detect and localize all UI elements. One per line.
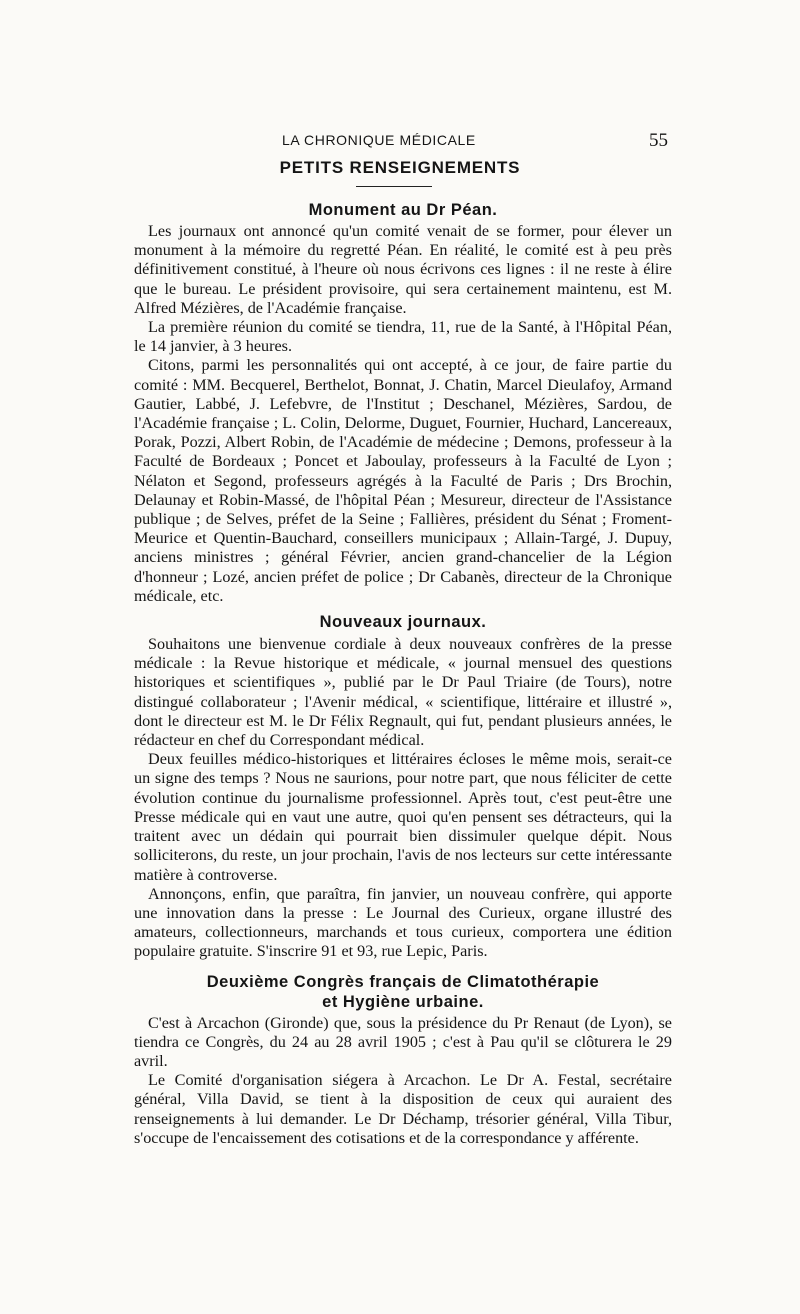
paragraph: C'est à Arcachon (Gironde) que, sous la présidence du Pr Renaut (de Lyon), se tiendra ce Congrès, du 24 au 28 avril 1905 ; c'est à Pau qu'il se clôturera le 29 avril. — [134, 1013, 672, 1070]
section-title: PETITS RENSEIGNEMENTS — [279, 158, 521, 177]
article-title-line: et Hygiène urbaine. — [322, 992, 484, 1011]
article-title: Monument au Dr Péan. — [308, 201, 498, 219]
paragraph: Deux feuilles médico-historiques et littéraires écloses le même mois, serait-ce un signe des temps ? Nous ne saurions, pour notre part, que nous féliciter de cette évolution continue du journalisme professionnel. Après tout, c'est peut-être une Presse médicale qui en vaut une autre, quoi qu'en pensent ses détracteurs, qui la traitent avec un dédain qui pourrait bien dissimuler quelque dépit. Nous solliciterons, du reste, un jour prochain, l'avis de nos lecteurs sur cette intéressante matière à controverse. — [134, 750, 672, 884]
paragraph: Les journaux ont annoncé qu'un comité venait de se former, pour élever un monument à la mémoire du regretté Péan. En réalité, le comité est à peu près définitivement constitué, à l'heure où nous écrivons ces lignes : il ne reste à élire que le bureau. Le président provisoire, qui sera certainement maintenu, est M. Alfred Mézières, de l'Académie française. — [134, 222, 672, 317]
paragraph: Le Comité d'organisation siégera à Arcachon. Le Dr A. Festal, secrétaire général, Villa David, se tient à la disposition de ceux qui auraient des renseignements à lui demander. Le Dr Déchamp, trésorier général, Villa Tibur, s'occupe de l'encaissement des cotisations et de la correspondance y afférente. — [134, 1071, 672, 1147]
running-title: LA CHRONIQUE MÉDICALE — [282, 132, 476, 148]
paragraph: Citons, parmi les personnalités qui ont accepté, à ce jour, de faire partie du comité : MM. Becquerel, Berthelot, Bonnat, J. Chatin, Marcel Dieulafoy, Armand Gautier, Labbé, J. Lefebvre, de l'Institut ; Deschanel, Mézières, Sardou, de l'Académie française ; L. Colin, Delorme, Duguet, Fournier, Huchard, Lancereaux, Porak, Pozzi, Albert Robin, de l'Académie de médecine ; Demons, professeur à la Faculté de Bordeaux ; Poncet et Jaboulay, professeurs à la Faculté de Lyon ; Nélaton et Segond, professeurs agrégés à la Faculté de Paris ; Drs Brochin, Delaunay et Robin-Massé, de l'hôpital Péan ; Mesureur, directeur de l'Assistance publique ; de Selves, préfet de la Seine ; Fallières, président du Sénat ; Froment-Meurice et Quentin-Bauchard, conseillers municipaux ; Allain-Targé, J. Dupuy, anciens ministres ; général Février, ancien grand-chancelier de la Légion d'honneur ; Lozé, ancien préfet de police ; Dr Cabanès, directeur de la Chronique médicale, etc. — [134, 356, 672, 605]
paragraph: Souhaitons une bienvenue cordiale à deux nouveaux confrères de la presse médicale : la Revue historique et médicale, « journal mensuel des questions historiques et scientifiques », publié par le Dr Paul Triaire (de Tours), notre distingué collaborateur ; l'Avenir médical, « scientifique, littéraire et illustré », dont le directeur est M. le Dr Félix Regnault, qui fut, pendant plusieurs années, le rédacteur en chef du Correspondant médical. — [134, 635, 672, 750]
article-title-line: Deuxième Congrès français de Climatothérapie — [206, 972, 600, 991]
article-body — [134, 196, 672, 1148]
article-title — [134, 972, 672, 1012]
paragraph: La première réunion du comité se tiendra, 11, rue de la Santé, à l'Hôpital Péan, le 14 janvier, à 3 heures. — [134, 318, 672, 356]
paragraph: Annonçons, enfin, que paraîtra, fin janvier, un nouveau confrère, qui apporte une innovation dans la presse : Le Journal des Curieux, organe illustré des amateurs, collectionneurs, marchands et tous curieux, comportera une édition populaire gratuite. S'inscrire 91 et 93, rue Lepic, Paris. — [134, 884, 672, 961]
title-rule — [356, 186, 432, 187]
page-number: 55 — [649, 130, 668, 151]
running-header — [0, 132, 800, 154]
article-title: Nouveaux journaux. — [319, 613, 487, 632]
